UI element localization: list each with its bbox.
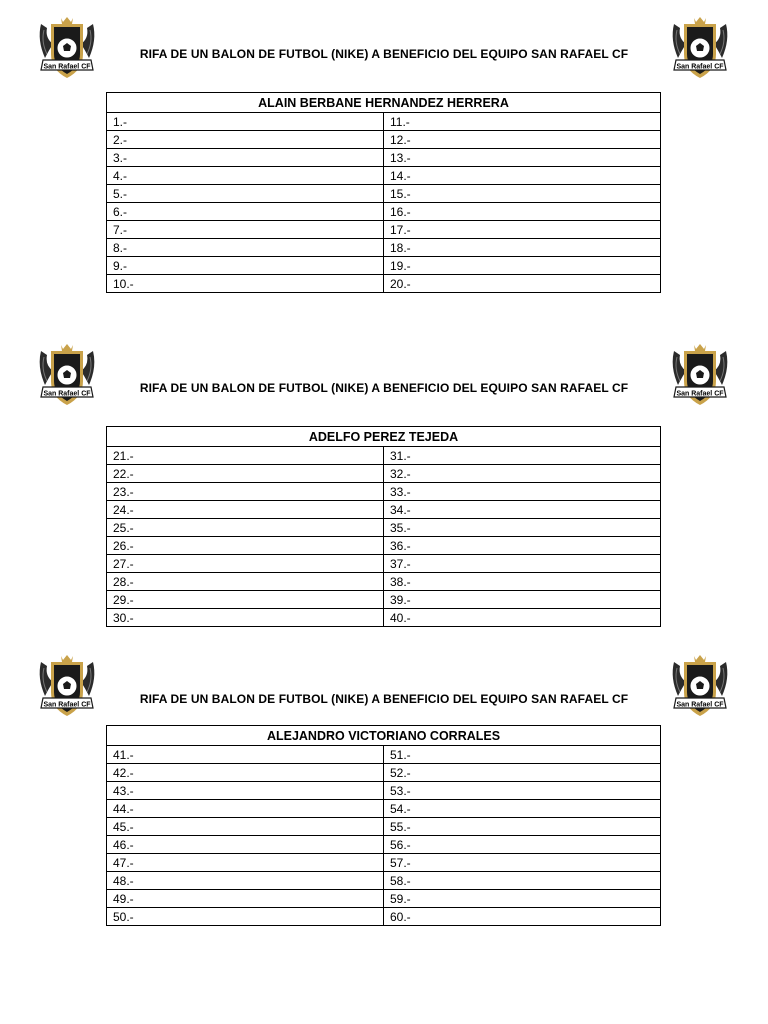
ticket-number-cell: 25.- bbox=[107, 519, 384, 537]
table-row bbox=[107, 609, 661, 627]
ticket-number-cell: 38.- bbox=[384, 573, 661, 591]
table-row bbox=[107, 257, 661, 275]
ticket-number-cell: 9.- bbox=[107, 257, 384, 275]
ticket-number-cell: 27.- bbox=[107, 555, 384, 573]
ticket-number-cell: 43.- bbox=[107, 782, 384, 800]
ticket-number-cell: 41.- bbox=[107, 746, 384, 764]
table-row bbox=[107, 221, 661, 239]
ticket-number-cell: 10.- bbox=[107, 275, 384, 293]
ticket-number-cell: 6.- bbox=[107, 203, 384, 221]
ticket-number-cell: 29.- bbox=[107, 591, 384, 609]
ticket-number-cell: 51.- bbox=[384, 746, 661, 764]
ticket-number-cell: 59.- bbox=[384, 890, 661, 908]
table-row bbox=[107, 836, 661, 854]
ticket-number-cell: 60.- bbox=[384, 908, 661, 926]
table-row bbox=[107, 167, 661, 185]
crest-text: San Rafael CF bbox=[676, 701, 724, 709]
ticket-number-cell: 12.- bbox=[384, 131, 661, 149]
table-row bbox=[107, 555, 661, 573]
club-crest-logo bbox=[668, 337, 732, 411]
ticket-number-cell: 22.- bbox=[107, 465, 384, 483]
ticket-number-cell: 20.- bbox=[384, 275, 661, 293]
table-row bbox=[107, 447, 661, 465]
ticket-number-cell: 32.- bbox=[384, 465, 661, 483]
raffle-rows bbox=[107, 746, 661, 926]
ticket-number-cell: 7.- bbox=[107, 221, 384, 239]
ticket-number-cell: 39.- bbox=[384, 591, 661, 609]
ticket-number-cell: 13.- bbox=[384, 149, 661, 167]
seller-name: ADELFO PEREZ TEJEDA bbox=[107, 427, 661, 447]
ticket-number-cell: 36.- bbox=[384, 537, 661, 555]
crest-text: San Rafael CF bbox=[676, 390, 724, 398]
ticket-number-cell: 37.- bbox=[384, 555, 661, 573]
table-row bbox=[107, 275, 661, 293]
table-row bbox=[107, 131, 661, 149]
ticket-number-cell: 26.- bbox=[107, 537, 384, 555]
table-row bbox=[107, 519, 661, 537]
ticket-number-cell: 35.- bbox=[384, 519, 661, 537]
ticket-number-cell: 21.- bbox=[107, 447, 384, 465]
table-row bbox=[107, 591, 661, 609]
ticket-number-cell: 28.- bbox=[107, 573, 384, 591]
ticket-number-cell: 8.- bbox=[107, 239, 384, 257]
ticket-number-cell: 14.- bbox=[384, 167, 661, 185]
ticket-number-cell: 15.- bbox=[384, 185, 661, 203]
table-row bbox=[107, 782, 661, 800]
raffle-table bbox=[106, 426, 661, 627]
crest-text: San Rafael CF bbox=[43, 63, 91, 71]
club-crest-logo bbox=[35, 648, 99, 722]
ticket-number-cell: 47.- bbox=[107, 854, 384, 872]
crest-text: San Rafael CF bbox=[43, 701, 91, 709]
raffle-title: RIFA DE UN BALON DE FUTBOL (NIKE) A BENEFICIO DEL EQUIPO SAN RAFAEL CF bbox=[139, 47, 629, 61]
table-row bbox=[107, 149, 661, 167]
table-row bbox=[107, 818, 661, 836]
ticket-number-cell: 49.- bbox=[107, 890, 384, 908]
club-crest-logo bbox=[35, 337, 99, 411]
ticket-number-cell: 31.- bbox=[384, 447, 661, 465]
ticket-number-cell: 34.- bbox=[384, 501, 661, 519]
table-row bbox=[107, 890, 661, 908]
table-row bbox=[107, 203, 661, 221]
table-row bbox=[107, 113, 661, 131]
table-row bbox=[107, 764, 661, 782]
table-row bbox=[107, 501, 661, 519]
table-row bbox=[107, 573, 661, 591]
ticket-number-cell: 1.- bbox=[107, 113, 384, 131]
ticket-number-cell: 58.- bbox=[384, 872, 661, 890]
club-crest-logo bbox=[668, 648, 732, 722]
raffle-rows bbox=[107, 113, 661, 293]
raffle-title: RIFA DE UN BALON DE FUTBOL (NIKE) A BENEFICIO DEL EQUIPO SAN RAFAEL CF bbox=[139, 692, 629, 706]
ticket-number-cell: 48.- bbox=[107, 872, 384, 890]
seller-name: ALEJANDRO VICTORIANO CORRALES bbox=[107, 726, 661, 746]
ticket-number-cell: 4.- bbox=[107, 167, 384, 185]
raffle-table bbox=[106, 725, 661, 926]
seller-name: ALAIN BERBANE HERNANDEZ HERRERA bbox=[107, 93, 661, 113]
table-row bbox=[107, 872, 661, 890]
ticket-number-cell: 52.- bbox=[384, 764, 661, 782]
crest-text: San Rafael CF bbox=[676, 63, 724, 71]
table-row bbox=[107, 746, 661, 764]
ticket-number-cell: 53.- bbox=[384, 782, 661, 800]
crest-text: San Rafael CF bbox=[43, 390, 91, 398]
table-row bbox=[107, 908, 661, 926]
ticket-number-cell: 50.- bbox=[107, 908, 384, 926]
ticket-number-cell: 40.- bbox=[384, 609, 661, 627]
ticket-number-cell: 24.- bbox=[107, 501, 384, 519]
ticket-number-cell: 18.- bbox=[384, 239, 661, 257]
ticket-number-cell: 16.- bbox=[384, 203, 661, 221]
ticket-number-cell: 46.- bbox=[107, 836, 384, 854]
table-row bbox=[107, 537, 661, 555]
ticket-number-cell: 54.- bbox=[384, 800, 661, 818]
table-row bbox=[107, 465, 661, 483]
ticket-number-cell: 3.- bbox=[107, 149, 384, 167]
ticket-number-cell: 44.- bbox=[107, 800, 384, 818]
table-row bbox=[107, 185, 661, 203]
ticket-number-cell: 45.- bbox=[107, 818, 384, 836]
ticket-number-cell: 56.- bbox=[384, 836, 661, 854]
ticket-number-cell: 19.- bbox=[384, 257, 661, 275]
raffle-rows bbox=[107, 447, 661, 627]
ticket-number-cell: 42.- bbox=[107, 764, 384, 782]
table-row bbox=[107, 483, 661, 501]
raffle-title: RIFA DE UN BALON DE FUTBOL (NIKE) A BENEFICIO DEL EQUIPO SAN RAFAEL CF bbox=[139, 381, 629, 395]
ticket-number-cell: 11.- bbox=[384, 113, 661, 131]
ticket-number-cell: 17.- bbox=[384, 221, 661, 239]
ticket-number-cell: 5.- bbox=[107, 185, 384, 203]
ticket-number-cell: 30.- bbox=[107, 609, 384, 627]
ticket-number-cell: 2.- bbox=[107, 131, 384, 149]
table-row bbox=[107, 854, 661, 872]
ticket-number-cell: 57.- bbox=[384, 854, 661, 872]
ticket-number-cell: 33.- bbox=[384, 483, 661, 501]
table-row bbox=[107, 239, 661, 257]
ticket-number-cell: 55.- bbox=[384, 818, 661, 836]
ticket-number-cell: 23.- bbox=[107, 483, 384, 501]
raffle-table bbox=[106, 92, 661, 293]
table-row bbox=[107, 800, 661, 818]
